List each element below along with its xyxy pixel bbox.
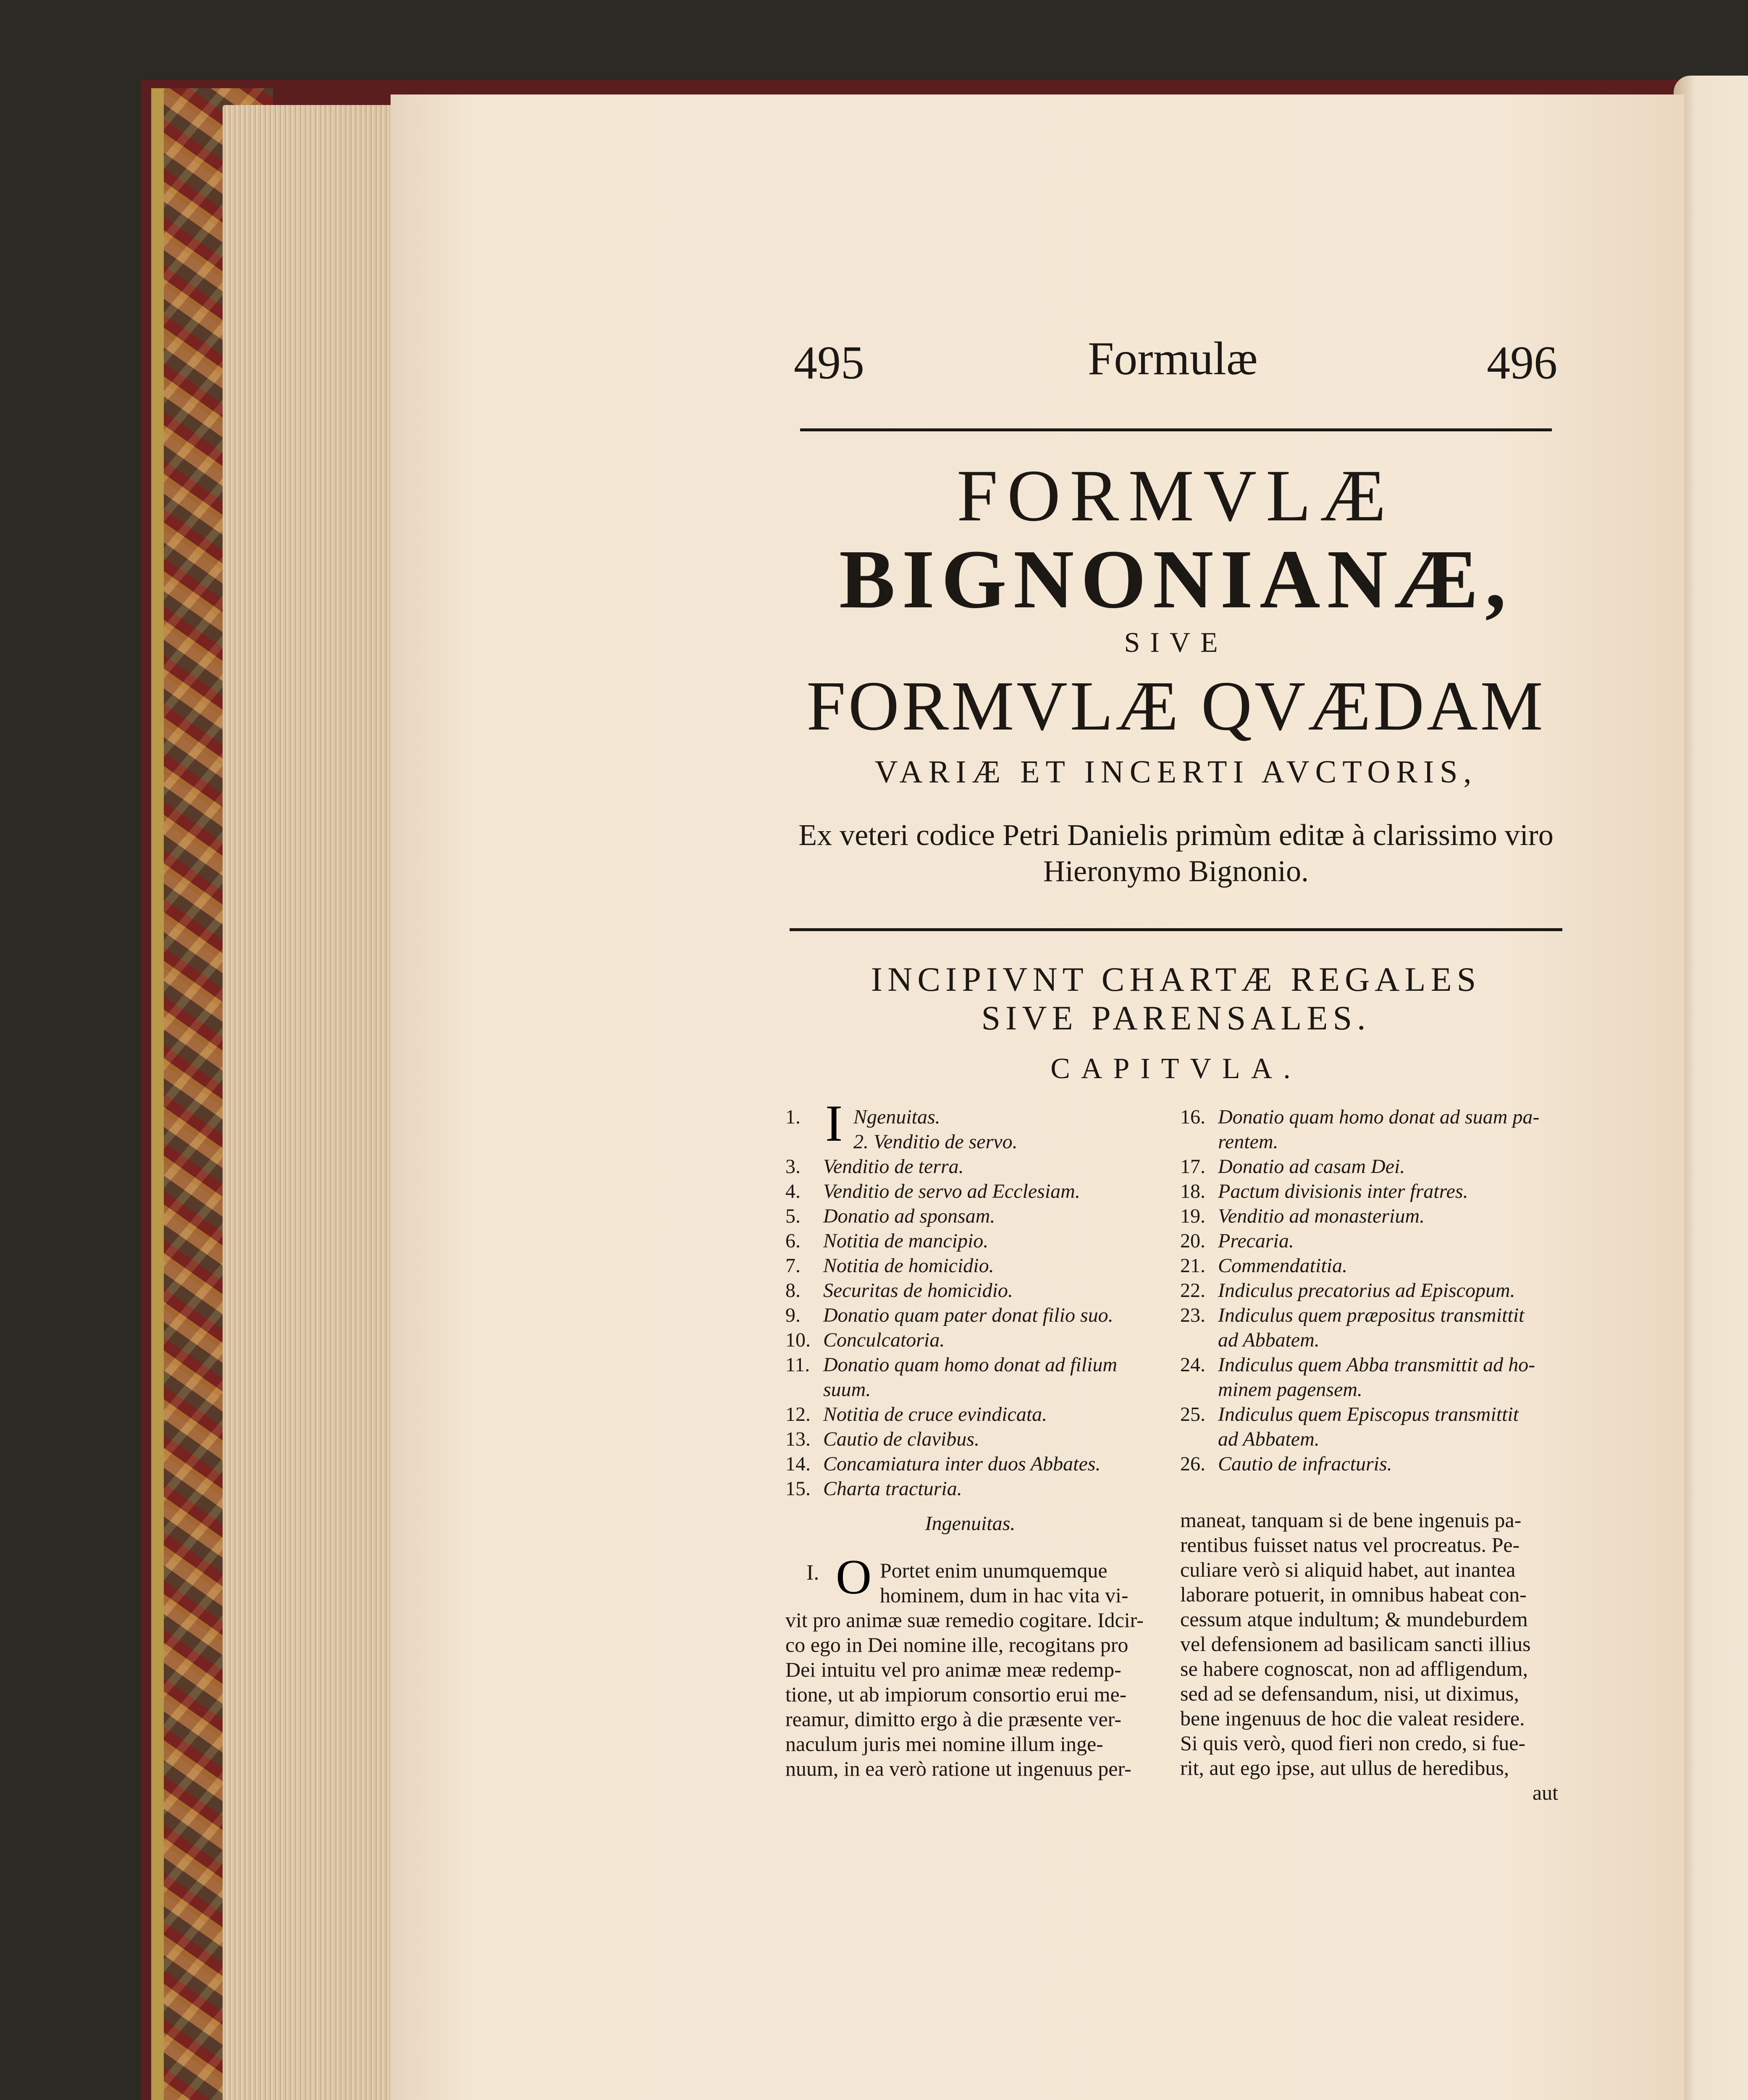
toc-item: 22. Indiculus precatorius ad Episcopum. bbox=[1180, 1279, 1515, 1302]
toc-dropcap: I bbox=[825, 1095, 843, 1152]
section-heading-line-2: SIVE PARENSALES. bbox=[981, 999, 1371, 1037]
facing-page-edge bbox=[1674, 76, 1748, 2100]
text-line: vit pro animæ suæ remedio cogitare. Idcir- bbox=[785, 1608, 1144, 1632]
toc-item: 11. Donatio quam homo donat ad filium bbox=[785, 1354, 1118, 1376]
title-line-5: VARIÆ ET INCERTI AVCTORIS, bbox=[874, 754, 1478, 790]
text-line: cessum atque indultum; & mundeburdem bbox=[1180, 1607, 1528, 1631]
toc-item: 4. Venditio de servo ad Ecclesiam. bbox=[785, 1180, 1080, 1202]
toc-item: 5. Donatio ad sponsam. bbox=[785, 1205, 995, 1227]
toc-item: minem pagensem. bbox=[1218, 1378, 1362, 1401]
text-line: rit, aut ego ipse, aut ullus de heredibus, bbox=[1180, 1756, 1509, 1780]
text-line: co ego in Dei nomine ille, recogitans pro bbox=[785, 1633, 1129, 1656]
chapter-numeral: I. bbox=[806, 1561, 819, 1585]
catchword: aut bbox=[1532, 1781, 1558, 1804]
toc-item: 6. Notitia de mancipio. bbox=[785, 1230, 989, 1252]
title-line-4: FORMVLÆ QVÆDAM bbox=[806, 667, 1546, 745]
toc-item: 1. Ngenuitas. bbox=[785, 1106, 940, 1128]
toc-item: 3. Venditio de terra. bbox=[785, 1155, 964, 1178]
page-number-right: 496 bbox=[1487, 337, 1557, 389]
toc-item: 14. Concamiatura inter duos Abbates. bbox=[785, 1453, 1101, 1475]
head-rule bbox=[800, 428, 1552, 431]
toc-item: 25. Indiculus quem Episcopus transmittit bbox=[1180, 1403, 1519, 1425]
text-line: rentibus fuisset natus vel procreatus. Pe- bbox=[1180, 1533, 1520, 1557]
title-line-1: FORMVLÆ bbox=[957, 455, 1395, 537]
text-line: sed ad se defensandum, nisi, ut diximus, bbox=[1180, 1682, 1519, 1705]
toc-item: 19. Venditio ad monasterium. bbox=[1180, 1205, 1425, 1227]
body-left-column bbox=[785, 1549, 1155, 1781]
toc-item: 26. Cautio de infracturis. bbox=[1180, 1453, 1392, 1475]
text-line: laborare potuerit, in omnibus habeat con- bbox=[1180, 1583, 1527, 1606]
text-line: Dei intuitu vel pro animæ meæ redemp- bbox=[785, 1658, 1121, 1681]
text-line: Si quis verò, quod fieri non credo, si fue- bbox=[1180, 1731, 1526, 1755]
text-line: maneat, tanquam si de bene ingenuis pa- bbox=[1180, 1508, 1522, 1532]
toc-item: 12. Notitia de cruce evindicata. bbox=[785, 1403, 1047, 1425]
text-line: tione, ut ab impiorum consortio erui me- bbox=[785, 1683, 1127, 1706]
text-line: reamur, dimitto ergo à die præsente ver- bbox=[785, 1707, 1121, 1731]
toc-item: 8. Securitas de homicidio. bbox=[785, 1279, 1013, 1302]
toc-item: suum. bbox=[823, 1378, 871, 1401]
text-line: se habere cognoscat, non ad affligendum, bbox=[1180, 1657, 1528, 1680]
toc-item: 20. Precaria. bbox=[1180, 1230, 1294, 1252]
body-right-column bbox=[1180, 1508, 1558, 1805]
toc-left-column bbox=[785, 1105, 1155, 1501]
toc-item: 10. Conculcatoria. bbox=[785, 1329, 945, 1351]
title-line-3: SIVE bbox=[1124, 626, 1228, 658]
toc-item: 21. Commendatitia. bbox=[1180, 1255, 1347, 1277]
body-dropcap: O bbox=[836, 1549, 872, 1604]
text-line: vel defensionem ad basilicam sancti illius bbox=[1180, 1632, 1531, 1656]
section-heading-line-1: INCIPIVNT CHARTÆ REGALES bbox=[871, 960, 1481, 998]
toc-item: ad Abbatem. bbox=[1218, 1428, 1320, 1450]
toc-item: 17. Donatio ad casam Dei. bbox=[1180, 1155, 1405, 1178]
running-title: Formulæ bbox=[1088, 333, 1258, 385]
toc-item: 18. Pactum divisionis inter fratres. bbox=[1180, 1180, 1468, 1202]
text-line: naculum juris mei nomine illum inge- bbox=[785, 1732, 1103, 1756]
toc-item: 7. Notitia de homicidio. bbox=[785, 1255, 994, 1277]
toc-right-column bbox=[1180, 1105, 1558, 1476]
title-line-6: Ex veteri codice Petri Danielis primùm editæ à clarissimo viro bbox=[798, 818, 1554, 852]
text-line: hominem, dum in hac vita vi- bbox=[880, 1583, 1129, 1607]
toc-item: 15. Charta tracturia. bbox=[785, 1478, 962, 1500]
toc-item: ad Abbatem. bbox=[1218, 1329, 1320, 1351]
capitula-heading: CAPITVLA. bbox=[1050, 1053, 1302, 1085]
page-number-left: 495 bbox=[794, 337, 864, 389]
title-rule bbox=[790, 928, 1562, 931]
toc-item: 13. Cautio de clavibus. bbox=[785, 1428, 979, 1450]
text-line: culiare verò si aliquid habet, aut inantea bbox=[1180, 1558, 1516, 1581]
text-line: bene ingenuus de hoc die valeat residere. bbox=[1180, 1706, 1525, 1730]
toc-item: 23. Indiculus quem præpositus transmittit bbox=[1180, 1304, 1525, 1326]
text-line: Portet enim unumquemque bbox=[880, 1559, 1108, 1582]
toc-item: 9. Donatio quam pater donat filio suo. bbox=[785, 1304, 1113, 1326]
chapter-heading: Ingenuitas. bbox=[925, 1512, 1016, 1535]
page-stack-edge bbox=[223, 105, 399, 2100]
text-line: nuum, in ea verò ratione ut ingenuus per- bbox=[785, 1757, 1131, 1780]
toc-item: 24. Indiculus quem Abba transmittit ad ho- bbox=[1180, 1354, 1535, 1376]
toc-item: rentem. bbox=[1218, 1131, 1278, 1153]
toc-item: 16. Donatio quam homo donat ad suam pa- bbox=[1180, 1106, 1540, 1128]
title-line-2: BIGNONIANÆ, bbox=[839, 533, 1513, 626]
title-line-7: Hieronymo Bignonio. bbox=[1043, 854, 1309, 888]
toc-item: 2. Venditio de servo. bbox=[853, 1131, 1018, 1153]
